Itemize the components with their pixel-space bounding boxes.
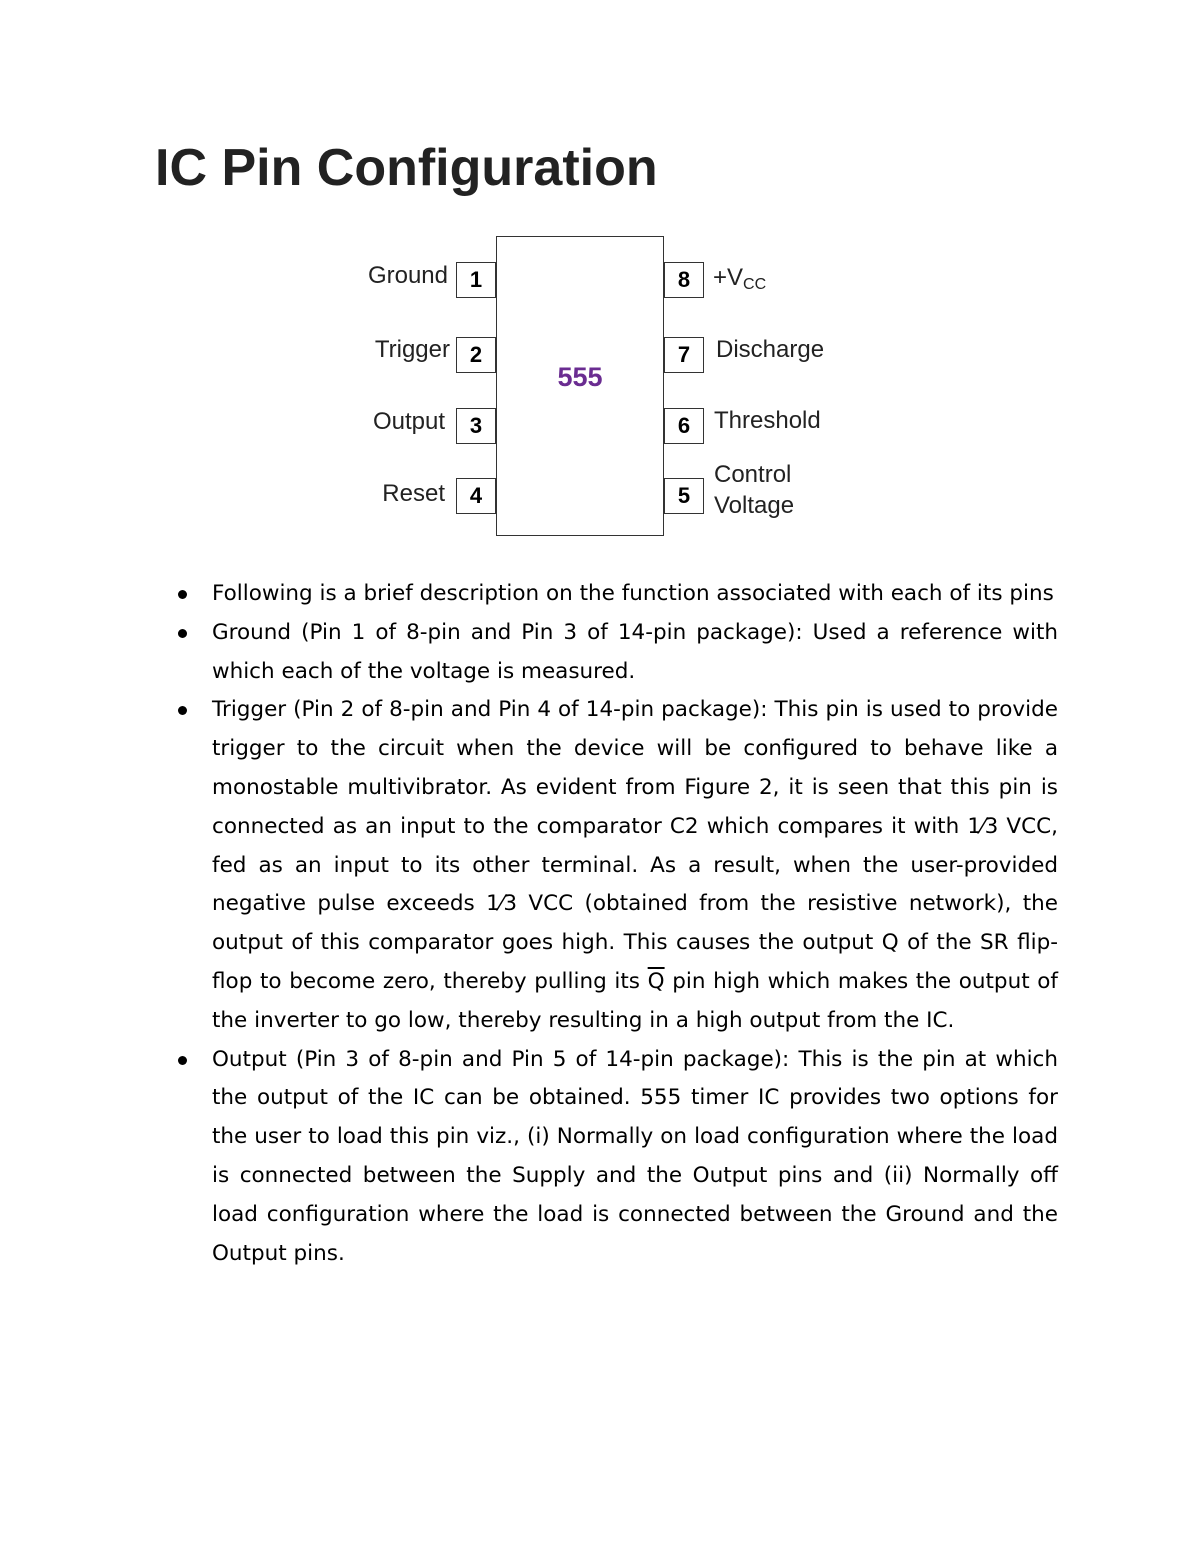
pin-6-label: Threshold: [714, 407, 821, 434]
list-item-output: Output (Pin 3 of 8-pin and Pin 5 of 14-pin package): This is the pin at which the output of the IC can be obtained. 555 timer IC provides two options for the user to load this pin viz., (i) Normally on load configuration where the load is connected between the Supply and the Output pins and (ii) Normally off load configuration where the load is connected between the Ground and the Output pins.: [212, 1041, 1058, 1274]
pin-8-label-sub: CC: [743, 276, 767, 293]
pin-5-box: 5: [664, 478, 704, 514]
pin-7-label: Discharge: [716, 336, 825, 363]
pin-2-label: Trigger: [374, 336, 450, 363]
trigger-text-part1: Trigger (Pin 2 of 8-pin and Pin 4 of 14-pin package): This pin is used to provide trigger to the circuit when the device will be configured to behave like a monostable multivibrator. As evident from Figure 2, it is seen that this pin is connected as an input to the comparator C2 which compares it with 1⁄3 VCC, fed as an input to its other terminal. As a result, when the user-provided negative pulse exceeds 1⁄3 VCC (obtained from the resistive network), the output of this comparator goes high. This causes the output Q of the SR flip-flop to become zero, thereby pulling its: [212, 697, 1058, 994]
pin-1-label: Ground: [367, 262, 448, 289]
chip-label: 555: [557, 362, 603, 392]
pin-7-box: 7: [664, 337, 704, 373]
pin-8-label: [713, 262, 766, 300]
ic-pin-diagram: [0, 0, 1200, 560]
list-item-trigger: [212, 691, 1058, 1040]
pin-1-box: 1: [456, 262, 496, 298]
page-title: IC Pin Configuration: [155, 139, 658, 197]
trigger-text-part2: pin high which makes the output of the inverter to go low, thereby resulting in a high output from the IC.: [212, 968, 1059, 1033]
pin-4-box: 4: [456, 478, 496, 514]
pin-5-label-line1: Control: [714, 461, 792, 488]
pin-5-label-line2: Voltage: [714, 492, 795, 519]
pin-2-box: 2: [456, 337, 496, 373]
pin-4-label: Reset: [382, 480, 445, 507]
pin-8-label-main: +V: [713, 264, 744, 291]
list-item-ground: Ground (Pin 1 of 8-pin and Pin 3 of 14-pin package): Used a reference with which each of the voltage is measured.: [212, 614, 1058, 692]
pin-description-list: [212, 575, 1058, 1273]
list-item-intro: Following is a brief description on the function associated with each of its pins: [212, 575, 1058, 614]
pin-6-box: 6: [664, 408, 704, 444]
pin-3-box: 3: [456, 408, 496, 444]
q-bar-symbol: $\overline{Q}$: [647, 968, 665, 994]
pin-3-label: Output: [372, 408, 445, 435]
pin-8-box: 8: [664, 262, 704, 298]
